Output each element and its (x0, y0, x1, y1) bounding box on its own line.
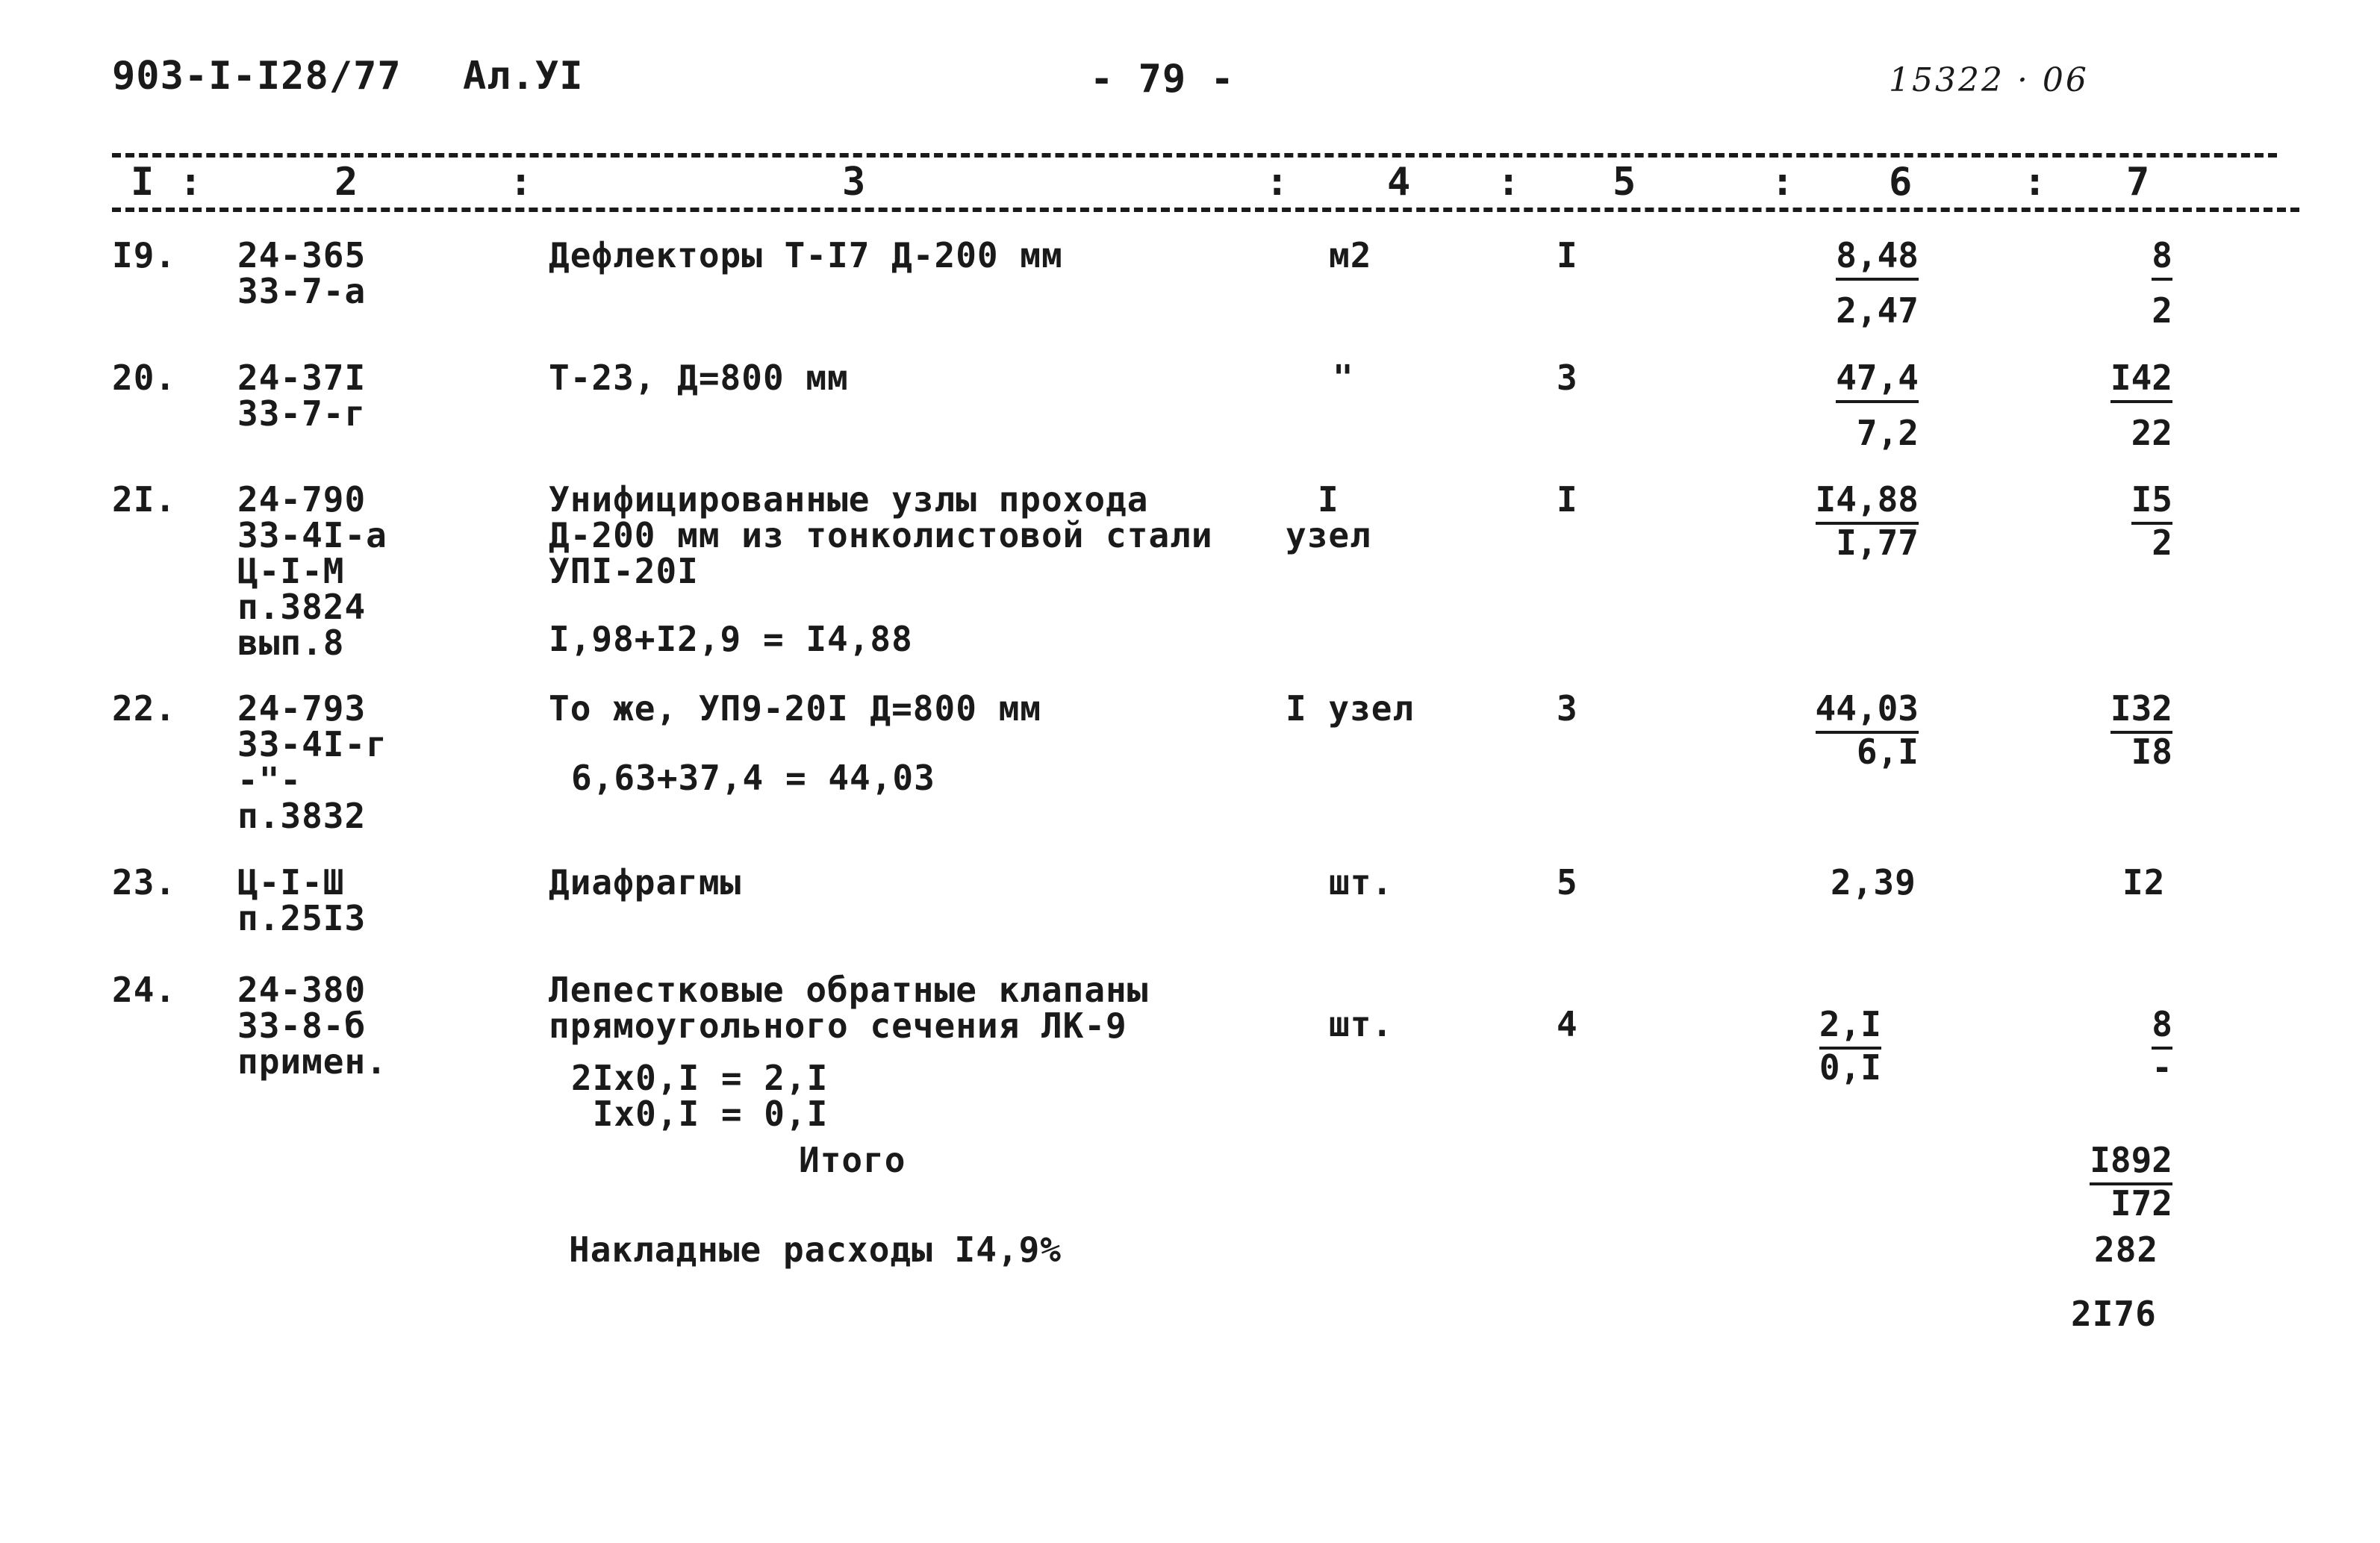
row-unit-price (1816, 481, 1919, 561)
unit-price-top: I4,88 (1816, 481, 1919, 525)
row-description: Унифицированные узлы прохода Д-200 мм из тонколистовой стали УПI-20I (549, 479, 1213, 591)
row-number: 20. (112, 358, 177, 398)
page-number: - 79 - (1090, 57, 1235, 102)
total-top: I5 (2131, 481, 2172, 525)
row-description: Дефлекторы Т-I7 Д-200 мм (549, 235, 1063, 275)
row-description: Диафрагмы (549, 862, 742, 903)
unit-price-top: 8,48 (1836, 237, 1919, 281)
row-total (2152, 1004, 2172, 1088)
row-number: 23. (112, 862, 177, 903)
col-separator: : (1771, 160, 1795, 205)
cut-off-value: 2I76 (2071, 1294, 2157, 1334)
total-bottom: - (2152, 1047, 2172, 1088)
top-rule (112, 153, 2277, 158)
row-description: То же, УП9-20I Д=800 мм (549, 688, 1041, 729)
itogo-top: I892 (2090, 1142, 2172, 1185)
row-description: Лепестковые обратные клапаны прямоугольного сечения ЛК-9 (549, 970, 1149, 1046)
row-unit-price (1819, 1004, 1881, 1088)
itogo-value (2090, 1140, 2172, 1224)
row-unit-price: 2,39 (1831, 862, 1916, 903)
total-bottom: 2 (2152, 523, 2172, 563)
row-description: Т-23, Д=800 мм (549, 358, 849, 398)
row-quantity: I (1557, 235, 1578, 275)
itogo-label: Итого (799, 1140, 906, 1180)
total-top: I32 (2110, 691, 2172, 734)
row-number: 24. (112, 970, 177, 1010)
row-quantity: 4 (1557, 1004, 1578, 1044)
row-total (2131, 481, 2172, 561)
total-top: 8 (2152, 1006, 2172, 1050)
unit-price-top: 44,03 (1816, 691, 1919, 734)
unit-price-top: 2,I (1819, 1006, 1881, 1050)
col-separator: : (509, 160, 534, 205)
row-code: 24-793 33-4I-г -"- п.3832 (237, 688, 387, 836)
row-unit: I узел (1286, 479, 1371, 555)
unit-price-bottom: 7,2 (1856, 413, 1919, 453)
col-header-5: 5 (1613, 160, 1637, 205)
row-number: 2I. (112, 479, 177, 520)
document-code: 903-I-I28/77 (112, 54, 402, 99)
row-quantity: 3 (1557, 688, 1578, 729)
col-header-6: 6 (1889, 160, 1913, 205)
column-header-rule (112, 208, 2299, 212)
row-unit: " (1333, 358, 1354, 398)
col-header-2: 2 (334, 160, 359, 205)
unit-price-bottom: 2,47 (1836, 290, 1919, 331)
overhead-value: 282 (2094, 1229, 2159, 1270)
row-number: 22. (112, 688, 177, 729)
row-quantity: 5 (1557, 862, 1578, 903)
row-unit: м2 (1329, 235, 1372, 275)
col-header-3: 3 (842, 160, 867, 205)
row-unit-price (1836, 360, 1919, 451)
total-top: I42 (2110, 360, 2172, 403)
row-unit: I узел (1286, 688, 1415, 729)
row-unit-price (1836, 235, 1919, 331)
row-unit-price (1815, 688, 1919, 772)
total-bottom: I8 (2131, 732, 2172, 772)
row-code: Ц-I-Ш п.25I3 (237, 862, 367, 938)
total-top: 8 (2152, 237, 2172, 281)
col-separator: : (1265, 160, 1290, 205)
itogo-bottom: I72 (2110, 1183, 2172, 1224)
row-quantity: 3 (1557, 358, 1578, 398)
row-total (2152, 235, 2172, 331)
unit-price-bottom: 6,I (1856, 732, 1919, 772)
row-number: I9. (112, 235, 177, 275)
unit-price-bottom: I,77 (1836, 523, 1919, 563)
row-code: 24-790 33-4I-а Ц-I-М п.3824 вып.8 (237, 479, 387, 663)
row-total (2110, 360, 2172, 451)
album-label: Ал.УI (463, 54, 584, 99)
row-calculation: 6,63+37,4 = 44,03 (571, 758, 935, 798)
col-separator: : (2023, 160, 2048, 205)
row-unit: шт. (1329, 862, 1394, 903)
handwritten-number: 15322 · 06 (1889, 61, 2089, 99)
row-calculation: I,98+I2,9 = I4,88 (549, 619, 913, 659)
row-code: 24-37I 33-7-г (237, 358, 367, 434)
col-header-1: I : (131, 160, 203, 205)
row-quantity: I (1557, 479, 1578, 520)
col-header-4: 4 (1387, 160, 1412, 205)
row-code: 24-380 33-8-б примен. (237, 970, 387, 1082)
cut-off-total (2060, 1294, 2180, 1334)
col-separator: : (1497, 160, 1521, 205)
overhead-label: Накладные расходы I4,9% (569, 1229, 1062, 1270)
row-total: I2 (2122, 862, 2166, 903)
unit-price-top: 47,4 (1836, 360, 1919, 403)
col-header-7: 7 (2126, 160, 2151, 205)
row-calculation: 2Iх0,I = 2,I Iх0,I = 0,I (571, 1058, 829, 1134)
row-unit: шт. (1329, 1004, 1394, 1044)
unit-price-bottom: 0,I (1819, 1047, 1881, 1088)
row-total (2110, 688, 2172, 772)
row-code: 24-365 33-7-а (237, 235, 367, 311)
total-bottom: 22 (2131, 413, 2172, 453)
total-bottom: 2 (2152, 290, 2172, 331)
